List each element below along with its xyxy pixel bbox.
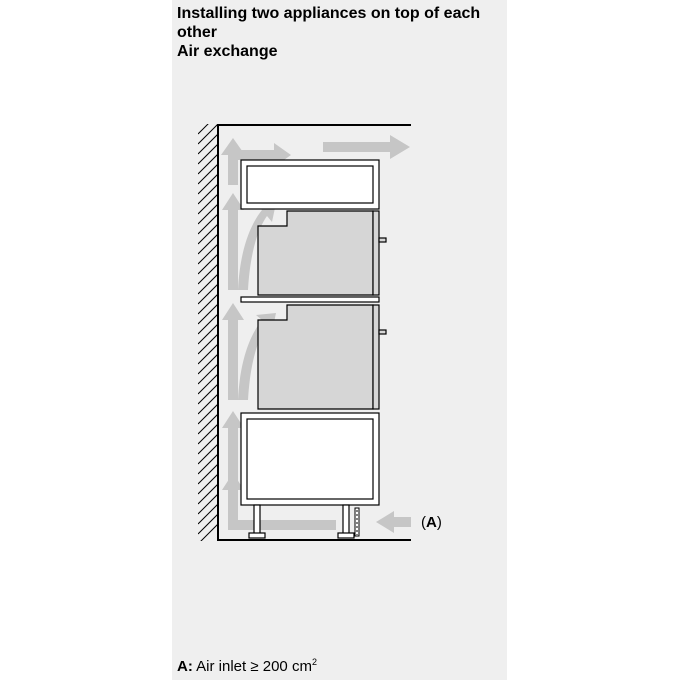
cabinet-foot-left-base (249, 533, 265, 538)
legend-key: A: (177, 658, 193, 675)
legend-superscript: 2 (311, 657, 317, 667)
legend-caption (177, 657, 317, 675)
airflow-arrow-inlet (376, 511, 411, 533)
title-line-2: other (177, 24, 217, 41)
plinth-opening (355, 508, 359, 536)
airflow-arrow-top-exhaust (323, 135, 410, 159)
lower-cabinet (241, 413, 379, 505)
wall-hatching (198, 114, 218, 544)
lower-appliance (258, 305, 386, 409)
upper-appliance (258, 211, 386, 295)
cabinet-foot-right (343, 505, 349, 535)
title-line-3: Air exchange (177, 43, 278, 60)
middle-shelf (241, 297, 379, 302)
legend-text: Air inlet ≥ 200 cm (192, 658, 312, 675)
upper-cabinet (241, 160, 379, 209)
title-line-1: Installing two appliances on top of each (177, 5, 481, 22)
cabinet-foot-left (254, 505, 260, 535)
callout-label-a: (A) (421, 514, 442, 531)
cabinet-foot-right-base (338, 533, 354, 538)
